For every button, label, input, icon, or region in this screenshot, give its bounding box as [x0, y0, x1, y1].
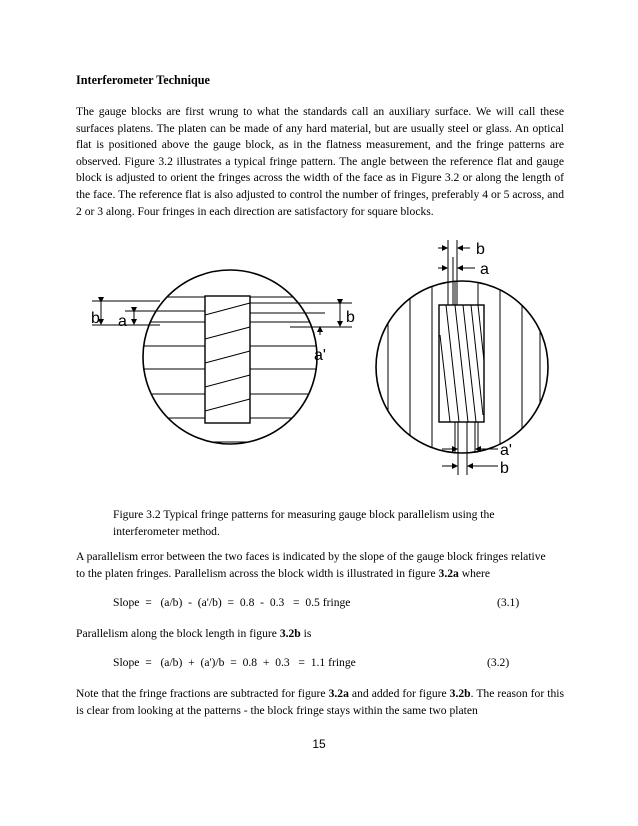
paragraph-parallelism-error	[76, 549, 564, 582]
section-heading: Interferometer Technique	[76, 73, 210, 87]
label-b-top: b	[476, 241, 485, 258]
paragraph4-text-b: and added for figure	[348, 687, 450, 700]
figure-ref-3-2a-2: 3.2a	[328, 687, 349, 700]
paragraph4-text-c: . The reason for this is clear from looking at the patterns - the block fringe stays within the same two platen	[76, 687, 564, 717]
label-a-prime-left: a'	[314, 347, 326, 364]
label-a-prime-bottom: a'	[500, 442, 512, 459]
label-b-right: b	[346, 309, 355, 326]
paragraph-length	[76, 626, 564, 643]
paragraph2-line-2	[76, 566, 564, 583]
fringe-pattern-b	[376, 240, 548, 477]
caption-line-1: Figure 3.2 Typical fringe patterns for measuring gauge block parallelism using the	[113, 508, 495, 521]
figure-ref-3-2b-2: 3.2b	[449, 687, 471, 700]
paragraph4-text-a: Note that the fringe fractions are subtracted for figure	[76, 687, 329, 700]
label-b-left: b	[91, 310, 100, 327]
paragraph3-text-end: is	[300, 627, 312, 640]
figure-ref-3-2b: 3.2b	[279, 627, 301, 640]
paragraph3-text: Parallelism along the block length in figure	[76, 627, 280, 640]
label-a-top: a	[480, 261, 489, 278]
paragraph2-line-1: A parallelism error between the two faces is indicated by the slope of the gauge block fringes relative	[76, 550, 546, 563]
equation-3-2: Slope = (a/b) + (a')/b = 0.8 + 0.3 = 1.1 fringe	[113, 656, 356, 669]
fringe-pattern-a	[91, 270, 355, 444]
paragraph-intro: The gauge blocks are first wrung to what the standards call an auxiliary surface. We will call these surfaces platens. The platen can be made of any hard material, but are usually steel or glass. An optical flat is positioned above the gauge block, as in the flatness measurement, and the fringe patterns are observed. Figure 3.2 illustrates a typical fringe pattern. The angle between the reference flat and gauge block is adjusted to orient the fringes across the width of the face as in Figure 3.2 or along the length of the face. The reference flat is also adjusted to control the number of fringes, preferably 4 or 5 across, and 2 or 3 along. Four fringes in each direction are satisfactory for square blocks.	[76, 105, 564, 218]
figure-3-2	[70, 235, 570, 490]
label-b-bottom: b	[500, 460, 509, 477]
label-a-left: a	[118, 313, 127, 330]
paragraph2-text-end: where	[458, 566, 491, 580]
paragraph2-text: to the platen fringes. Parallelism across the block width is illustrated in figure	[76, 566, 439, 580]
page-number: 15	[312, 737, 326, 751]
equation-number-3-2: (3.2)	[487, 656, 510, 669]
paragraph-note	[76, 686, 564, 719]
figure-ref-3-2a: 3.2a	[438, 566, 459, 580]
equation-number-3-1: (3.1)	[497, 596, 520, 609]
figure-caption	[113, 507, 553, 540]
equation-3-1: Slope = (a/b) - (a'/b) = 0.8 - 0.3 = 0.5 fringe	[113, 596, 351, 609]
caption-line-2: interferometer method.	[113, 524, 220, 538]
